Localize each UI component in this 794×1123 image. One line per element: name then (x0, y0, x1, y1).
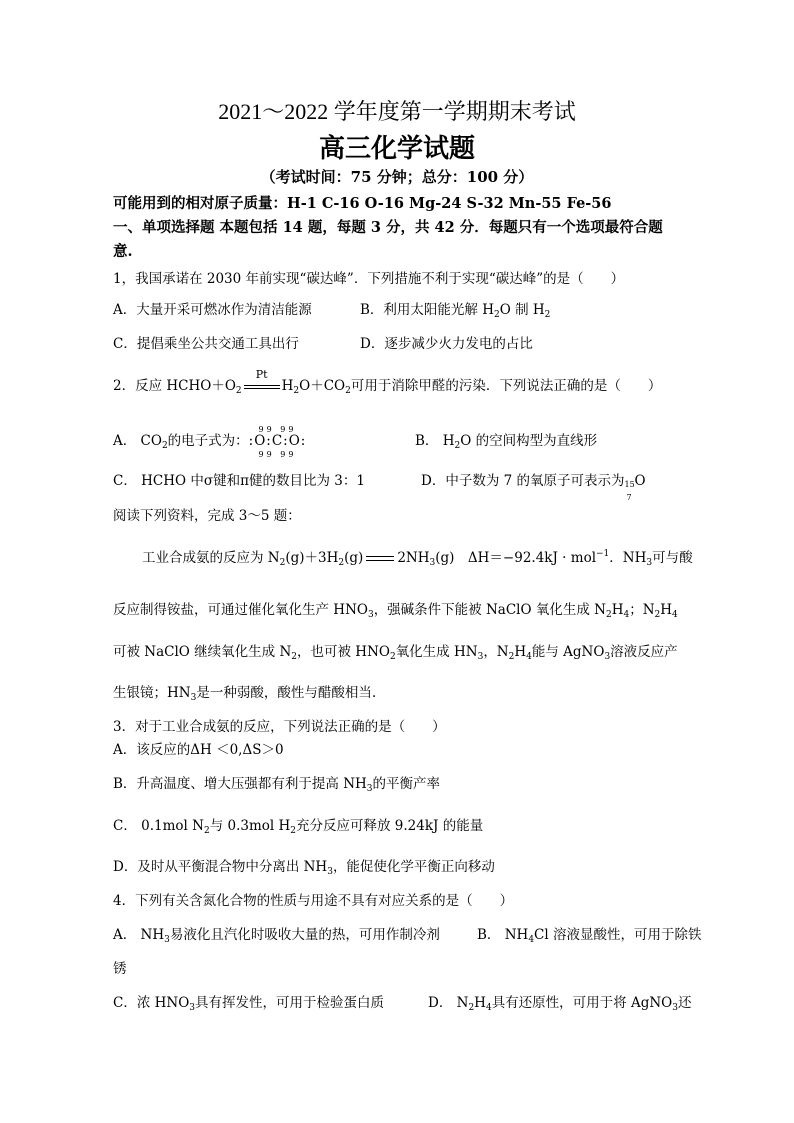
q3-option-d: D．及时从平衡混合物中分离出 $NH_3$，能促使化学平衡正向移动 (113, 859, 495, 877)
q4-option-c: C．浓 $HNO_3$具有挥发性，可用于检验蛋白质 (113, 995, 385, 1013)
q4-option-d: D． $N_2H_4$具有还原性，可用于将 AgNO$_3$还 (428, 995, 692, 1013)
q4-option-b: B． $NH_4Cl$ 溶液显酸性，可用于除铁 (477, 927, 702, 945)
q2-option-d: D．中子数为 7 的氧原子可表示为 15 7 O (421, 473, 646, 502)
q2-stem: 2．反应 $HCHO+O_2$ Pt $H_2O+CO_2$可用于消除甲醛的污染．下列说法正确的是（ ） (113, 367, 662, 396)
exam-title-line1: 2021～2022 学年度第一学期期末考试 (218, 99, 576, 124)
reading-intro: 阅读下列资料，完成 3～5 题： (113, 508, 301, 524)
reading-para-line3: 可被 NaClO 继续氧化生成 $N_2$，也可被 $HNO_2$氧化生成 $HN_3$，$N_2H_4$能与 AgNO$_3$溶液反应产 (113, 644, 678, 662)
exam-title: 高三化学试题 (318, 134, 475, 164)
reading-para-line2: 反应制得铵盐，可通过催化氧化生产 $HNO_3$，强碱条件下能被 NaClO 氧化生成 $N_2H_4$；$N_2H_4$ (113, 602, 678, 620)
exam-info: （考试时间：75 分钟；总分：100 分） (260, 168, 534, 186)
q1-option-d: D．逐步减少火力发电的占比 (360, 336, 533, 352)
q1-stem: 1，我国承诺在 2030 年前实现“碳达峰”．下列措施不利于实现“碳达峰”的是（ ） (113, 271, 625, 287)
q3-option-b: B．升高温度、增大压强都有利于提高 $NH_3$的平衡产率 (113, 776, 441, 794)
q4-option-a: A． $NH_3$易液化且汽化时吸收大量的热，可用作制冷剂 (113, 927, 440, 945)
q2-option-a: A． $CO_2$的电子式为： 99 99 :O:C:O: 99 99 (113, 425, 307, 459)
q1-option-c: C．提倡乘坐公共交通工具出行 (113, 336, 299, 352)
atomic-mass-line: 可能用到的相对原子质量：H-1 C-16 O-16 Mg-24 S-32 Mn-55 Fe-56 (113, 195, 612, 212)
lewis-structure: 99 99 :O:C:O: 99 99 (248, 425, 307, 459)
q3-stem: 3．对于工业合成氨的反应，下列说法正确的是（ ） (113, 719, 446, 735)
q1-option-a: A．大量开采可燃冰作为清洁能源 (113, 302, 312, 318)
q3-option-a: A．该反应的ΔH ＜0,ΔS＞0 (113, 742, 284, 758)
q2-option-b: B． $H_2O$ 的空间构型为直线形 (415, 433, 598, 451)
q4-option-b-cont: 锈 (113, 961, 127, 977)
q3-option-c: C． 0.1mol $N_2$与 0.3mol $H_2$充分反应可释放 9.24kJ 的能量 (113, 818, 484, 836)
q1-option-b: B．利用太阳能光解 $H_2O$ 制 $H_2$ (360, 302, 551, 320)
reading-para-line1: 工业合成氨的反应为 $N_2(g)+3H_2(g)$ $2NH_3(g)$ ΔH＝−92.4kJ · mol$^{-1}$．$NH_3$可与酸 (142, 549, 693, 568)
section-heading-cont: 意. (113, 243, 133, 260)
q4-stem: 4．下列有关含氮化合物的性质与用途不具有对应关系的是（ ） (113, 893, 514, 909)
section-heading: 一、单项选择题 本题包括 14 题，每题 3 分，共 42 分．每题只有一个选项最符合题 (113, 219, 663, 236)
q2-option-c: C． HCHO 中σ键和π健的数目比为 3：1 (113, 473, 365, 489)
reaction-arrow: Pt (244, 380, 280, 394)
reading-para-line4: 生银镜；$HN_3$是一种弱酸，酸性与醋酸相当. (113, 685, 377, 703)
